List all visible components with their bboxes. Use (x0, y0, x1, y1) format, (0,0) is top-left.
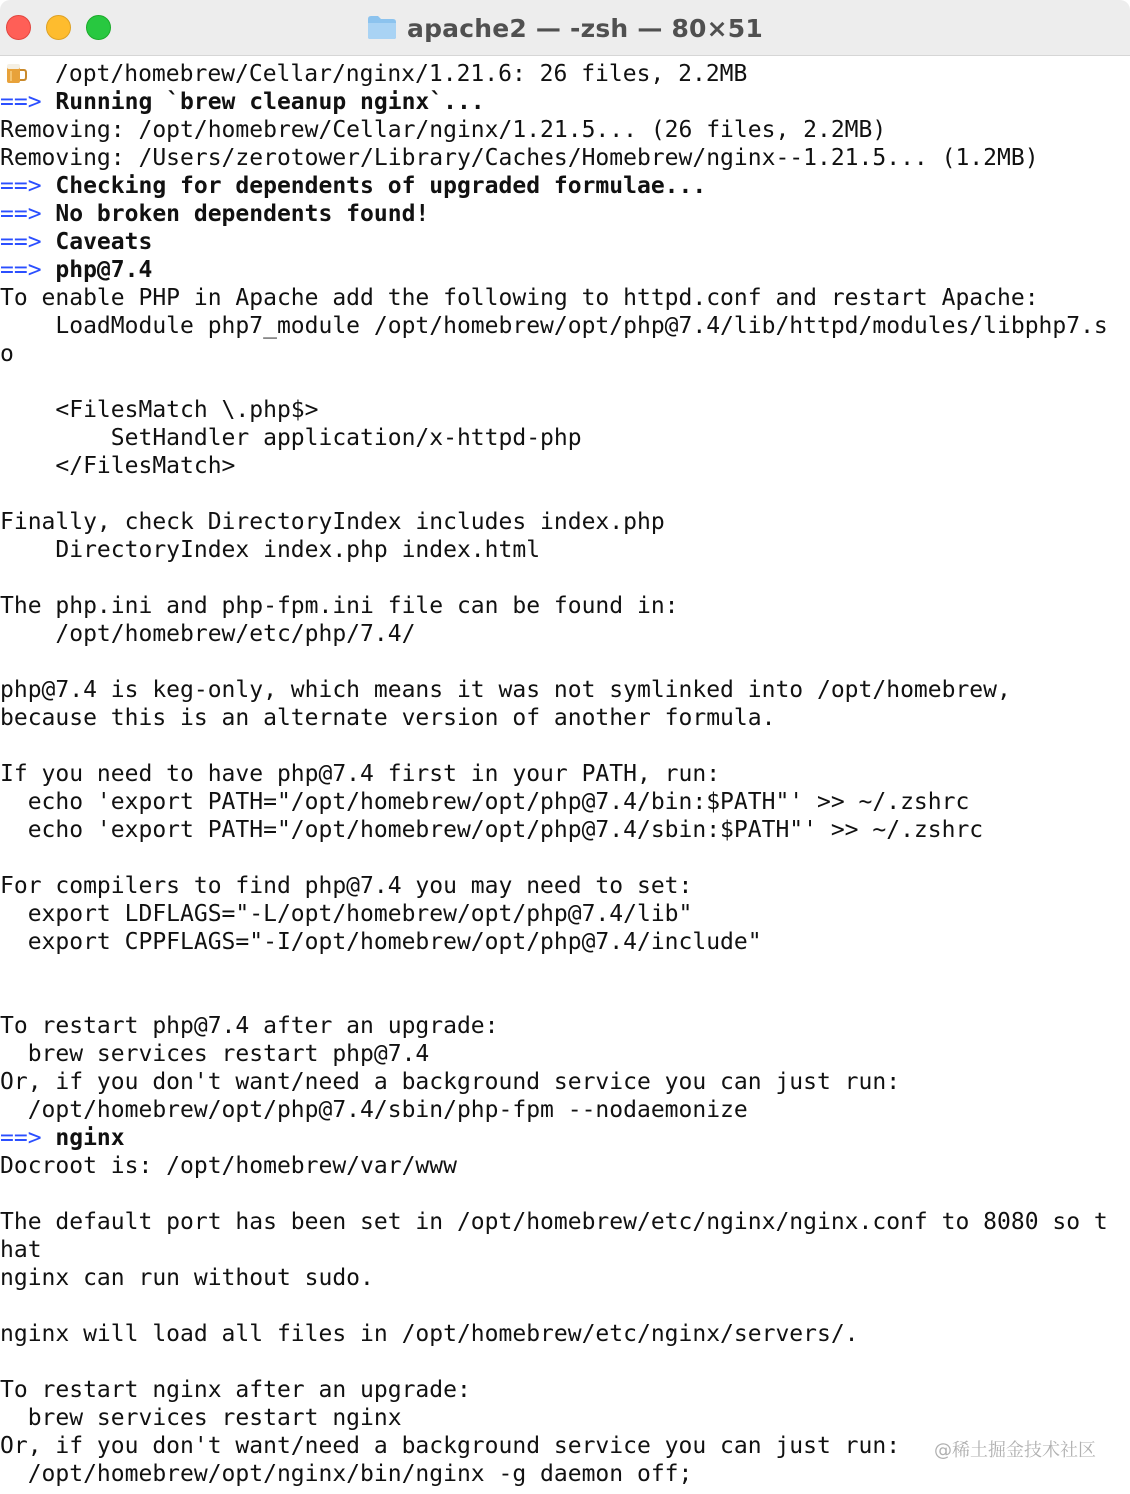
terminal-line (0, 760, 1130, 788)
watermark: @稀土掘金技术社区 (934, 1440, 1096, 1461)
title-bar[interactable] (0, 0, 1130, 56)
heading-text: No broken dependents found! (55, 201, 430, 227)
line-text: The default port has been set in /opt/homebrew/etc/nginx/nginx.conf to 8080 so t (0, 1209, 1108, 1235)
terminal-line (0, 984, 1130, 1012)
line-text: <FilesMatch \.php$> (0, 397, 319, 423)
window-title: apache2 — -zsh — 80×51 (407, 13, 763, 43)
line-text: brew services restart nginx (0, 1405, 402, 1431)
terminal-line (0, 648, 1130, 676)
terminal-line (0, 396, 1130, 424)
line-text: /opt/homebrew/opt/php@7.4/sbin/php-fpm --nodaemonize (0, 1097, 748, 1123)
terminal-line (0, 508, 1130, 536)
terminal-line (0, 1292, 1130, 1320)
terminal-line (0, 60, 1130, 88)
terminal-line (0, 844, 1130, 872)
line-text: Or, if you don't want/need a background service you can just run: (0, 1069, 901, 1095)
terminal-line (0, 424, 1130, 452)
heading-text: Checking for dependents of upgraded formulae... (55, 173, 707, 199)
terminal-line (0, 620, 1130, 648)
terminal-line (0, 1124, 1130, 1152)
line-text: </FilesMatch> (0, 453, 236, 479)
terminal-line (0, 228, 1130, 256)
terminal-line (0, 704, 1130, 732)
line-text: To restart nginx after an upgrade: (0, 1377, 471, 1403)
arrow-marker: ==> (0, 173, 56, 199)
arrow-marker: ==> (0, 257, 56, 283)
terminal-line (0, 480, 1130, 508)
terminal-line (0, 732, 1130, 760)
arrow-marker: ==> (0, 1125, 56, 1151)
line-text: o (0, 341, 14, 367)
terminal-line (0, 1208, 1130, 1236)
terminal-line (0, 1180, 1130, 1208)
line-text: brew services restart php@7.4 (0, 1041, 430, 1067)
heading-text: php@7.4 (55, 257, 153, 283)
line-text: export LDFLAGS="-L/opt/homebrew/opt/php@7.4/lib" (0, 901, 693, 927)
terminal-line (0, 592, 1130, 620)
terminal-line (0, 452, 1130, 480)
terminal-line (0, 928, 1130, 956)
terminal-line (0, 1404, 1130, 1432)
line-text: For compilers to find php@7.4 you may need to set: (0, 873, 693, 899)
line-text: /opt/homebrew/opt/nginx/bin/nginx -g daemon off; (0, 1461, 693, 1487)
line-text: because this is an alternate version of another formula. (0, 705, 776, 731)
line-text: To enable PHP in Apache add the following to httpd.conf and restart Apache: (0, 285, 1039, 311)
terminal-line (0, 816, 1130, 844)
terminal-line (0, 200, 1130, 228)
terminal-line (0, 1264, 1130, 1292)
beer-mug-icon (4, 61, 28, 85)
line-text: Or, if you don't want/need a background service you can just run: (0, 1433, 901, 1459)
line-text: echo 'export PATH="/opt/homebrew/opt/php@7.4/bin:$PATH"' >> ~/.zshrc (0, 789, 970, 815)
terminal-line (0, 1040, 1130, 1068)
line-text: The php.ini and php-fpm.ini file can be found in: (0, 593, 679, 619)
terminal-line (0, 368, 1130, 396)
line-text: Docroot is: /opt/homebrew/var/www (0, 1153, 457, 1179)
heading-text: nginx (55, 1125, 125, 1151)
line-text: nginx will load all files in /opt/homebrew/etc/nginx/servers/. (0, 1321, 859, 1347)
line-text: DirectoryIndex index.php index.html (0, 537, 541, 563)
terminal-line (0, 872, 1130, 900)
line-text: hat (0, 1237, 42, 1263)
terminal-line (0, 256, 1130, 284)
folder-icon (367, 14, 397, 40)
terminal-line (0, 284, 1130, 312)
terminal-line (0, 1012, 1130, 1040)
window-title-container (0, 0, 1130, 56)
terminal-line (0, 172, 1130, 200)
arrow-marker: ==> (0, 201, 56, 227)
line-text: Removing: /Users/zerotower/Library/Caches/Homebrew/nginx--1.21.5... (1.2MB) (0, 145, 1039, 171)
terminal-line (0, 1236, 1130, 1264)
line-text: /opt/homebrew/Cellar/nginx/1.21.6: 26 files, 2.2MB (55, 61, 748, 87)
line-text: Finally, check DirectoryIndex includes index.php (0, 509, 665, 535)
line-text: /opt/homebrew/etc/php/7.4/ (0, 621, 416, 647)
line-text: LoadModule php7_module /opt/homebrew/opt/php@7.4/lib/httpd/modules/libphp7.s (0, 313, 1108, 339)
terminal-line (0, 116, 1130, 144)
line-text: To restart php@7.4 after an upgrade: (0, 1013, 499, 1039)
line-text: php@7.4 is keg-only, which means it was not symlinked into /opt/homebrew, (0, 677, 1011, 703)
terminal-line (0, 956, 1130, 984)
terminal-line (0, 1152, 1130, 1180)
line-text: SetHandler application/x-httpd-php (0, 425, 582, 451)
arrow-marker: ==> (0, 229, 56, 255)
terminal-line (0, 312, 1130, 340)
line-text: export CPPFLAGS="-I/opt/homebrew/opt/php@7.4/include" (0, 929, 762, 955)
terminal-line (0, 1460, 1130, 1488)
arrow-marker: ==> (0, 89, 56, 115)
terminal-line (0, 676, 1130, 704)
terminal-line (0, 1320, 1130, 1348)
line-text: nginx can run without sudo. (0, 1265, 374, 1291)
terminal-line (0, 564, 1130, 592)
terminal-line (0, 88, 1130, 116)
line-text: Removing: /opt/homebrew/Cellar/nginx/1.21.5... (26 files, 2.2MB) (0, 117, 887, 143)
terminal-line (0, 1068, 1130, 1096)
terminal-line (0, 536, 1130, 564)
terminal-line (0, 1376, 1130, 1404)
line-text: If you need to have php@7.4 first in your PATH, run: (0, 761, 721, 787)
terminal-line (0, 144, 1130, 172)
heading-text: Running `brew cleanup nginx`... (55, 89, 485, 115)
line-text: echo 'export PATH="/opt/homebrew/opt/php@7.4/sbin:$PATH"' >> ~/.zshrc (0, 817, 984, 843)
heading-text: Caveats (55, 229, 153, 255)
terminal-line (0, 900, 1130, 928)
terminal-output[interactable] (0, 60, 1130, 1494)
terminal-line (0, 340, 1130, 368)
terminal-line (0, 1348, 1130, 1376)
terminal-line (0, 1096, 1130, 1124)
terminal-line (0, 788, 1130, 816)
